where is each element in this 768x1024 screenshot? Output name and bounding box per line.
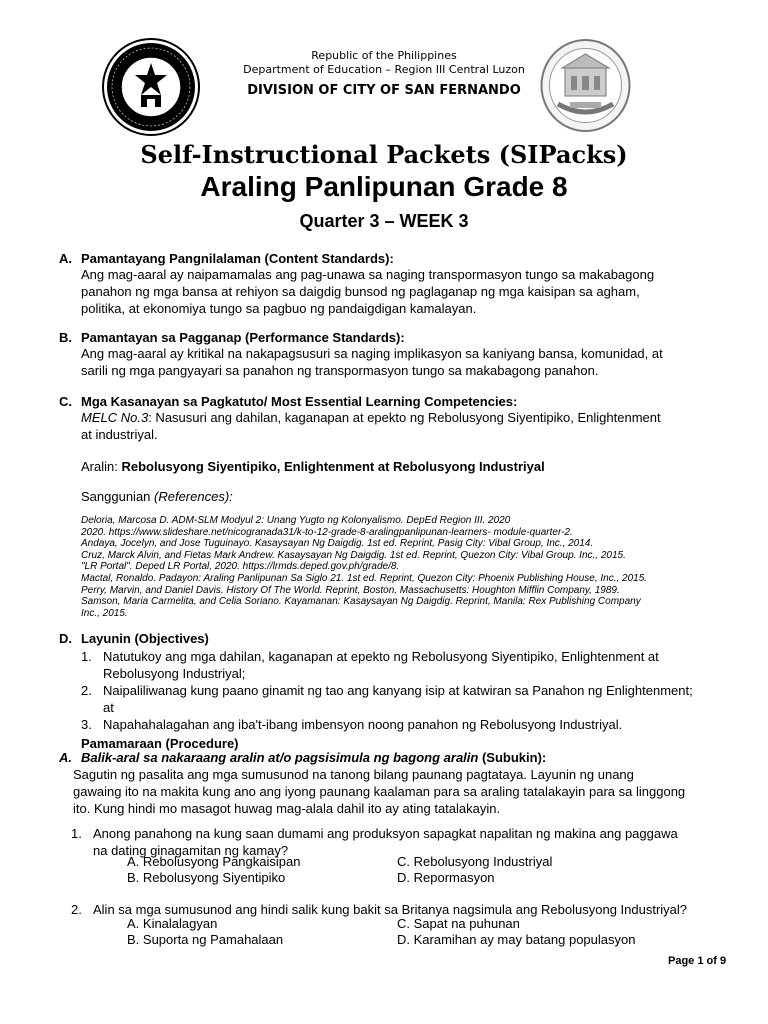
reference-item: Inc., 2015. [81, 607, 128, 619]
question-line: na dating ginagamitan ng kamay? [93, 843, 289, 858]
page-number: Page 1 of 9 [668, 955, 727, 967]
choice-2c: C. Sapat na puhunan [397, 916, 520, 931]
intro-line: ito. Kung hindi mo masagot huwag mag-alala dahil ito ay ating tatalakayin. [73, 801, 501, 816]
section-a-letter: A. [59, 251, 72, 266]
subject-title: Araling Panlipunan Grade 8 [200, 171, 568, 202]
aralin-line [81, 458, 731, 475]
section-a-line: Ang mag-aaral ay naipamamalas ang pag-unawa sa naging transpormasyon tungo sa makabagong [81, 267, 655, 282]
question-number: 1. [71, 826, 82, 841]
section-d-title: Layunin (Objectives) [81, 631, 209, 646]
objective-line: at [103, 700, 114, 715]
reference-item: Samson, Maria Carmelita, and Celia Soriano. Kayamanan: Kasaysayan Ng Daigdig. Reprint, Manila: Rex Publishing Company [81, 596, 641, 608]
aralin-label: Aralin: [81, 459, 122, 474]
intro-line: gawaing ito na makita kung ano ang iyong paunang kaalaman para sa araling tatalakayin para sa linggong [73, 784, 686, 799]
quarter-title: Quarter 3 – WEEK 3 [299, 211, 469, 231]
melc-line [81, 409, 731, 426]
choice-1c: C. Rebolusyong Industriyal [397, 854, 553, 869]
sanggunian-references: (References): [154, 489, 233, 504]
objective-line: Napahahalagahan ang iba't-ibang imbensyon noong panahon ng Rebolusyong Industriyal. [103, 717, 623, 732]
objectives-list [81, 648, 743, 733]
section-c-letter: C. [59, 394, 72, 409]
melc-text: : Nasusuri ang dahilan, kaganapan at epekto ng Rebolusyong Siyentipiko, Enlightenment [148, 410, 661, 425]
reference-item: Perry, Marvin, and Daniel Davis. History Of The World. Reprint, Boston, Massachusetts: Houghton Mifflin Company, 1989. [81, 584, 620, 596]
header-department: Department of Education – Region III Central Luzon [243, 63, 525, 76]
section-b-line: sarili ng mga pangyayari sa panahon ng transpormasyon tungo sa makabagong panahon. [81, 363, 599, 378]
objective-item [81, 716, 743, 733]
intro-line: Sagutin ng pasalita ang mga sumusunod na tanong bilang paunang pagtataya. Layunin ng unang [73, 767, 634, 782]
section-a-line: panahon ng mga bansa at rehiyon sa daigdig bunsod ng paglaganap ng mga kaisipan sa agham, [81, 284, 640, 299]
aralin-title: Rebolusyong Siyentipiko, Enlightenment at Rebolusyong Industriyal [121, 459, 545, 474]
melc-block [81, 409, 731, 443]
choice-2a: A. Kinalalagyan [127, 916, 218, 931]
packet-title: Self-Instructional Packets (SIPacks) [140, 140, 628, 169]
objective-number: 3. [81, 717, 92, 732]
section-d-heading [59, 631, 209, 646]
reference-item: Cruz, Marck Alvin, and Fietas Mark Andrew. Kasaysayan Ng Daigdig. 1st ed. Reprint, Quezon City: Vibal Group. Inc., 2015. [81, 549, 626, 561]
objective-item [81, 648, 743, 682]
section-b-body [81, 345, 731, 379]
choice-1d: D. Repormasyon [397, 870, 495, 885]
section-b-line: Ang mag-aaral ay kritikal na nakapagsusuri sa naging implikasyon sa kaniyang bansa, komunidad, at [81, 346, 663, 361]
melc-cont: at industriyal. [81, 427, 158, 442]
header-division: DIVISION OF CITY OF SAN FERNANDO [247, 83, 521, 98]
part-a-title: Balik-aral sa nakaraang aralin at/o pagsisimula ng bagong aralin [81, 750, 479, 765]
reference-list [81, 515, 741, 619]
objective-number: 1. [81, 649, 92, 664]
procedure-intro [73, 766, 743, 817]
section-c-heading [59, 394, 517, 409]
part-a-letter: A. [59, 750, 72, 765]
question-line: Alin sa mga sumusunod ang hindi salik kung bakit sa Britanya nagsimula ang Rebolusyong Industriyal? [93, 902, 688, 917]
reference-item: Mactal, Ronaldo. Padayon: Araling Panlipunan Sa Siglo 21. 1st ed. Reprint, Quezon City: Phoenix Publishing House, Inc., 2015. [81, 572, 648, 584]
question-number: 2. [71, 902, 82, 917]
reference-item: Andaya, Jocelyn, and Jose Tuguinayo. Kasaysayan Ng Daigdig. 1st ed. Reprint, Pasig City: Vibal Group, Inc., 2014. [81, 538, 594, 550]
section-a-title: Pamantayang Pangnilalaman (Content Standards): [81, 251, 394, 266]
header-republic: Republic of the Philippines [311, 49, 457, 62]
question-line: Anong panahong na kung saan dumami ang produksyon sapagkat napalitan ng makina ang paggawa [93, 826, 678, 841]
objective-line: Natutukoy ang mga dahilan, kaganapan at epekto ng Rebolusyong Siyentipiko, Enlightenment at [103, 649, 659, 664]
melc-label: MELC No.3 [81, 410, 149, 425]
objective-number: 2. [81, 683, 92, 698]
procedure-part-a [59, 750, 546, 765]
section-c-title: Mga Kasanayan sa Pagkatuto/ Most Essential Learning Competencies: [81, 394, 518, 409]
section-d-letter: D. [59, 631, 72, 646]
section-a-body [81, 266, 731, 317]
section-a-line: politika, at ekonomiya tungo sa pagbuo ng pandaigdigan kamalayan. [81, 301, 477, 316]
section-a-heading [59, 251, 394, 266]
sanggunian-line [81, 488, 731, 505]
reference-item: "LR Portal". Deped LR Portal, 2020. https://lrmds.deped.gov.ph/grade/8. [81, 561, 400, 573]
objective-item [81, 682, 743, 716]
reference-item: Deloria, Marcosa D. ADM-SLM Modyul 2: Unang Yugto ng Kolonyalismo. DepEd Region III. 2020 [81, 515, 511, 526]
objective-line: Naipaliliwanag kung paano ginamit ng tao ang kanyang isip at katwiran sa Panahon ng Enlightenment; [103, 683, 693, 698]
choice-2b: B. Suporta ng Pamahalaan [127, 932, 284, 947]
choice-1b: B. Rebolusyong Siyentipiko [127, 870, 286, 885]
procedure-title: Pamamaraan (Procedure) [81, 736, 239, 751]
objective-line: Rebolusyong Industriyal; [103, 666, 246, 681]
choice-2d: D. Karamihan ay may batang populasyon [397, 932, 636, 947]
sanggunian-label: Sanggunian [81, 489, 155, 504]
section-b-letter: B. [59, 330, 72, 345]
section-b-heading [59, 330, 405, 345]
part-a-tag: (Subukin): [478, 750, 547, 765]
section-b-title: Pamantayan sa Pagganap (Performance Standards): [81, 330, 405, 345]
reference-item: 2020. https://www.slideshare.net/nicogranada31/k-to-12-grade-8-aralingpanlipunan-learners- module-quarter-2. [81, 526, 573, 538]
choice-1a: A. Rebolusyong Pangkaisipan [127, 854, 301, 869]
